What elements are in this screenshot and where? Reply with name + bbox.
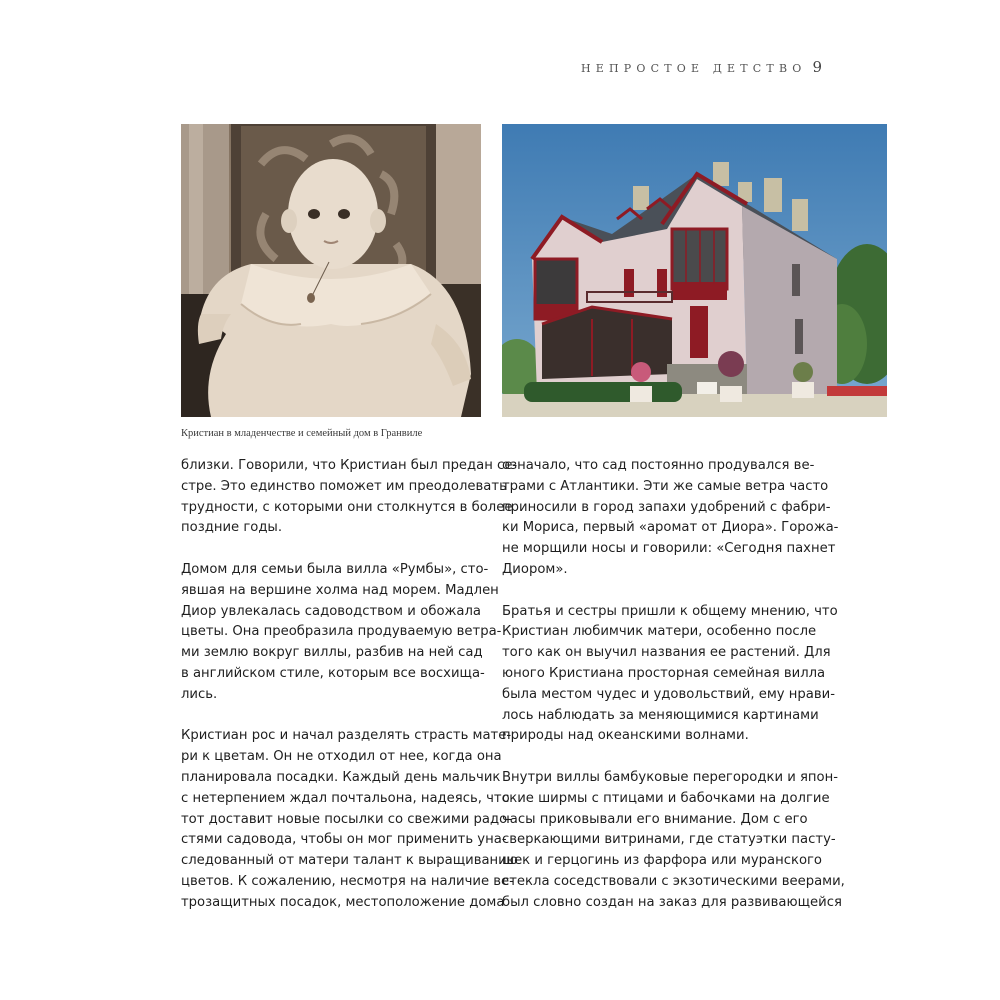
text-line: был словно создан на заказ для развивающейся (502, 894, 842, 910)
text-line: тот доставит новые посылки со свежими радо- (181, 811, 512, 827)
text-line: трозащитных посадок, местоположение дома (181, 894, 505, 910)
baby-photo (181, 124, 481, 417)
villa-photo-illustration (502, 124, 887, 417)
text-line: юного Кристиана просторная семейная вилла (502, 665, 826, 681)
photo-caption: Кристиан в младенчестве и семейный дом в Гранвиле (181, 428, 423, 439)
text-line: в английском стиле, которым все восхища- (181, 665, 485, 681)
text-line: Диором». (502, 561, 568, 577)
text-line: стями садовода, чтобы он мог применить уна- (181, 832, 507, 848)
text-line: Кристиан рос и начал разделять страсть мате- (181, 728, 512, 744)
baby-photo-illustration (181, 124, 481, 417)
text-line: планировала посадки. Каждый день мальчик (181, 769, 501, 785)
text-line: приносили в город запахи удобрений с фабри- (502, 499, 831, 515)
text-line: ские ширмы с птицами и бабочками на долгие (502, 790, 830, 806)
text-line: ки Мориса, первый «аромат от Диора». Горожа- (502, 520, 839, 536)
text-line: явшая на вершине холма над морем. Мадлен (181, 582, 499, 598)
text-line: стре. Это единство поможет им преодолевать (181, 478, 507, 494)
text-line: не морщили носы и говорили: «Сегодня пахнет (502, 541, 836, 557)
text-line: лись. (181, 686, 218, 702)
text-line: трудности, с которыми они столкнутся в более (181, 499, 513, 515)
text-line: Кристиан любимчик матери, особенно после (502, 624, 817, 640)
text-line: Диор увлекалась садоводством и обожала (181, 603, 481, 619)
text-line: природы над океанскими волнами. (502, 728, 749, 744)
right-text-column (502, 456, 845, 914)
page-number: 9 (812, 58, 822, 76)
text-line: поздние годы. (181, 520, 283, 536)
text-line: трами с Атлантики. Эти же самые ветра часто (502, 478, 829, 494)
text-line: Внутри виллы бамбуковые перегородки и япон- (502, 769, 838, 785)
paragraph (181, 560, 502, 706)
text-line: означало, что сад постоянно продувался ве- (502, 458, 815, 473)
text-line: Братья и сестры пришли к общему мнению, что (502, 603, 838, 619)
text-line: близки. Говорили, что Кристиан был предан се- (181, 458, 518, 473)
text-line: шек и герцогинь из фарфора или муранского (502, 853, 823, 869)
text-line: цветов. К сожалению, несмотря на наличие ве- (181, 873, 514, 889)
text-line: ми землю вокруг виллы, разбив на ней сад (181, 645, 483, 661)
paragraph (502, 768, 845, 914)
text-line: следованный от матери талант к выращиванию (181, 853, 518, 869)
text-line: лось наблюдать за меняющимися картинами (502, 707, 819, 723)
villa-photo (502, 124, 887, 417)
paragraph (502, 456, 839, 581)
paragraph (502, 602, 838, 748)
left-text-column (181, 456, 518, 914)
text-line: сверкающими витринами, где статуэтки пасту- (502, 832, 836, 848)
text-line: ри к цветам. Он не отходил от нее, когда она (181, 749, 502, 765)
running-head (560, 58, 822, 80)
text-line: была местом чудес и удовольствий, ему нрави- (502, 686, 835, 702)
text-line: с нетерпением ждал почтальона, надеясь, что (181, 790, 510, 806)
text-line: цветы. Она преобразила продуваемую ветра- (181, 624, 502, 640)
text-line: Домом для семьи была вилла «Румбы», сто- (181, 561, 489, 577)
chapter-title: НЕПРОСТОЕ ДЕТСТВО (580, 62, 807, 75)
paragraph (181, 726, 518, 913)
text-line: того как он выучил названия ее растений. Для (502, 645, 831, 661)
text-line: стекла соседствовали с экзотическими веерами, (502, 873, 845, 889)
text-line: часы приковывали его внимание. Дом с его (502, 811, 808, 827)
paragraph (181, 456, 518, 539)
